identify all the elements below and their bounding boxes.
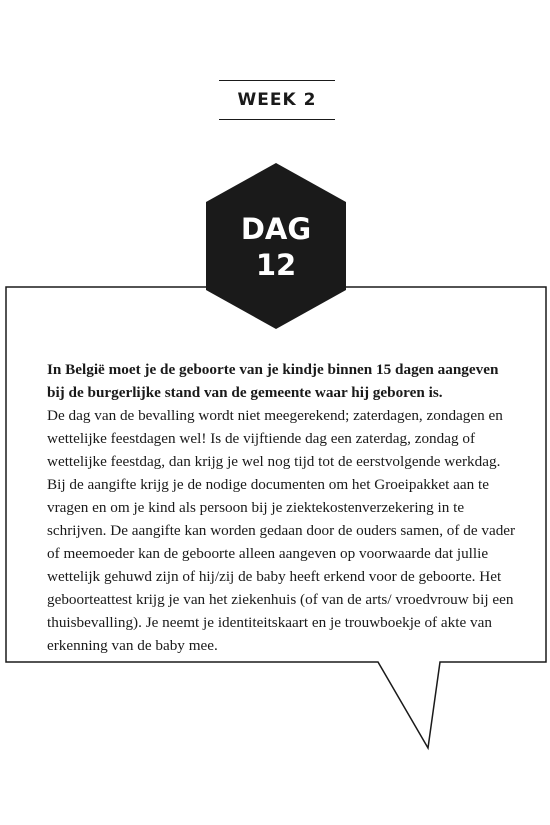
day-label: DAG <box>240 212 312 246</box>
article-text <box>47 358 517 657</box>
lead-paragraph: In België moet je de geboorte van je kindje binnen 15 dagen aangeven bij de burgerlijke stand van de gemeente waar hij geboren is. <box>47 361 499 401</box>
hexagon-shape <box>206 163 346 329</box>
body-paragraph: De dag van de bevalling wordt niet meegerekend; zaterdagen, zondagen en wettelijke feestdagen wel! Is de vijftiende dag een zaterdag, zondag of wettelijke feestdag, dan krijg je wel nog tijd tot de eerstvolgende werkdag. Bij de aangifte krijg je de nodige documenten om het Groeipakket aan te vragen en om je kind als persoon bij je ziektekostenverzekering in te schrijven. De aangifte kan worden gedaan door de ouders samen, of de vader of meemoeder kan de geboorte alleen aangeven op voorwaarde dat jullie wettelijk gehuwd zijn of hij/zij de baby heeft erkend voor de geboorte. Het geboorteattest krijg je van het ziekenhuis (of van de arts/ vroedvrouw bij een thuisbevalling). Je neemt je identiteitskaart en je trouwboekje of akte van erkenning van de baby mee. <box>47 407 516 654</box>
week-label: WEEK 2 <box>237 90 317 110</box>
day-number: 12 <box>255 248 297 282</box>
